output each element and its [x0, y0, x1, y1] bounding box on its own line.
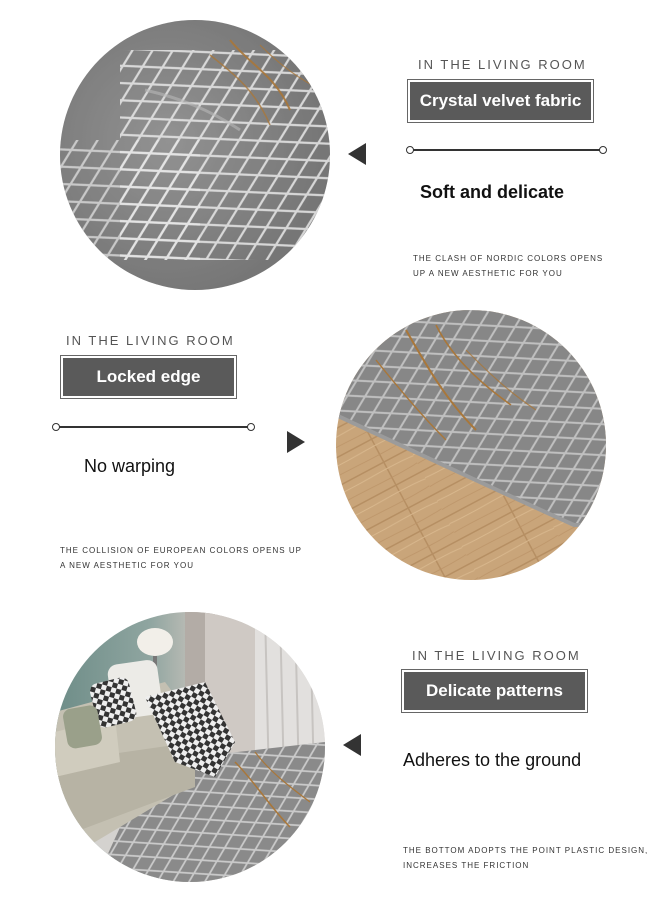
- section-kicker: IN THE LIVING ROOM: [418, 57, 587, 72]
- feature-section-patterns: [0, 600, 660, 900]
- feature-badge: Crystal velvet fabric: [410, 82, 591, 120]
- feature-caption-line-1: THE BOTTOM ADOPTS THE POINT PLASTIC DESIGN,: [403, 846, 649, 855]
- rug-texture-closeup-image: [60, 20, 330, 290]
- section-kicker: IN THE LIVING ROOM: [66, 333, 235, 348]
- feature-badge: Delicate patterns: [404, 672, 585, 710]
- feature-subhead: No warping: [84, 456, 176, 476]
- feature-caption-line-2: A NEW AESTHETIC FOR YOU: [60, 561, 194, 570]
- triangle-left-icon: [343, 734, 361, 756]
- feature-caption-line-2: INCREASES THE FRICTION: [403, 861, 530, 870]
- feature-subhead: Soft and delicate: [420, 182, 565, 202]
- feature-caption-line-2: UP A NEW AESTHETIC FOR YOU: [413, 269, 563, 278]
- triangle-right-icon: [287, 431, 305, 453]
- divider-line: [412, 149, 601, 151]
- feature-caption-line-1: THE CLASH OF NORDIC COLORS OPENS: [413, 254, 604, 263]
- feature-section-fabric: [0, 0, 660, 300]
- living-room-scene-image: [55, 612, 325, 882]
- feature-badge: Locked edge: [63, 358, 234, 396]
- feature-caption-line-1: THE COLLISION OF EUROPEAN COLORS OPENS UP: [60, 546, 302, 555]
- section-kicker: IN THE LIVING ROOM: [412, 648, 581, 663]
- feature-subhead: Adheres to the ground: [403, 750, 582, 770]
- triangle-left-icon: [348, 143, 366, 165]
- feature-section-edge: [0, 300, 660, 600]
- rug-edge-on-floor-image: [336, 310, 606, 580]
- divider-line: [58, 426, 249, 428]
